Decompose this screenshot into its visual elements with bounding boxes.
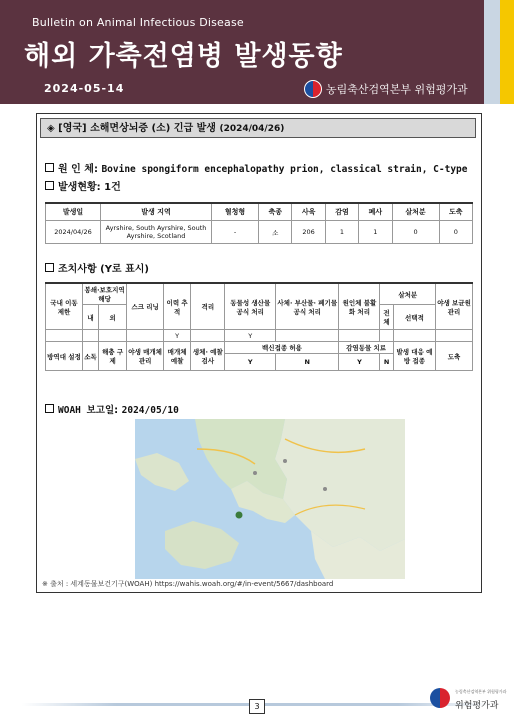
pathogen-label: 원 인 체 — [58, 164, 94, 175]
table-cell — [127, 330, 164, 342]
map-image — [135, 419, 405, 579]
source-citation: ※ 출처 : 세계동물보건기구(WOAH) https://wahis.woah.org/#/in-event/5667/dashboard — [42, 580, 334, 588]
table-cell: 1 — [359, 221, 392, 244]
checkbox-icon — [45, 163, 54, 172]
table-header: 살처분 — [392, 203, 439, 221]
pathogen-line: 원 인 체: Bovine spongiform encephalopathy prion, classical strain, C-type — [45, 160, 467, 175]
table-header: 전체 — [380, 305, 393, 330]
measures-heading — [45, 260, 149, 275]
table-header: 도축 — [439, 203, 472, 221]
footer-unit: 위험평가과 — [455, 701, 499, 711]
table-cell — [99, 330, 127, 342]
table-header: 이력 추적 — [164, 283, 191, 330]
diamond-icon: ◈ — [47, 123, 59, 134]
table-header: N — [276, 354, 339, 371]
table-cell — [191, 330, 225, 342]
table-header: 스크 리닝 — [127, 283, 164, 330]
woah-line: WOAH 보고일: 2024/05/10 — [45, 402, 179, 416]
table-header: 격리 — [191, 283, 225, 330]
table-header: 감염동물 치료 — [339, 342, 393, 354]
table-header: Y — [339, 354, 380, 371]
alert-date: (2024/04/26) — [219, 124, 285, 134]
table-header: 방역대 설정 — [46, 342, 83, 371]
table-header: 살처분 — [380, 283, 436, 305]
table-header: 발생 대응 예방 접종 — [393, 342, 435, 371]
table-header: 사육 — [292, 203, 325, 221]
checkbox-icon — [45, 404, 54, 413]
alert-title-bar — [40, 118, 476, 138]
table-cell: Ayrshire, South Ayrshire, South Ayrshire, Scotland — [101, 221, 212, 244]
table-header: 국내 이동 제한 — [46, 283, 83, 330]
content-frame — [36, 113, 482, 593]
table-header-row — [46, 203, 473, 221]
table-header: 사체· 부산물· 폐기물 공식 처리 — [276, 283, 339, 330]
table-cell: Y — [225, 330, 276, 342]
alert-title: [영국] 소해면상뇌증 (소) 긴급 발생 — [58, 123, 216, 134]
checkbox-icon — [45, 263, 54, 272]
table-cell: - — [212, 221, 259, 244]
status-label: 발생현황 — [58, 182, 97, 193]
table-header: 발생 지역 — [101, 203, 212, 221]
table-cell — [393, 330, 435, 342]
measures-row — [46, 342, 473, 354]
table-header: 야생 매개체 관리 — [127, 342, 164, 371]
table-header: 내 — [83, 305, 99, 330]
table-header: 백신접종 허용 — [225, 342, 339, 354]
table-header: 도축 — [436, 342, 473, 371]
table-header: 소독 — [83, 342, 99, 371]
table-header: 생체· 예찰 검사 — [191, 342, 225, 371]
outbreak-map — [135, 419, 405, 579]
agency-logo-icon — [304, 80, 322, 98]
page-header — [0, 0, 514, 104]
status-value: 1건 — [104, 182, 121, 193]
table-row — [46, 221, 473, 244]
table-cell: 206 — [292, 221, 325, 244]
measures-row — [46, 283, 473, 305]
table-header: 원인체 불활화 처리 — [339, 283, 380, 330]
checkbox-icon — [45, 181, 54, 190]
table-header: 발생일 — [46, 203, 101, 221]
table-header: 봉쇄·보호지역 해당 — [83, 283, 127, 305]
table-header: N — [380, 354, 393, 371]
report-date: 2024-05-14 — [44, 82, 125, 95]
table-header: Y — [225, 354, 276, 371]
bulletin-label: Bulletin on Animal Infectious Disease — [32, 16, 244, 29]
table-cell — [436, 330, 473, 342]
page-number: 3 — [249, 699, 265, 714]
table-cell: 1 — [325, 221, 358, 244]
table-header: 폐사 — [359, 203, 392, 221]
table-header: 축종 — [259, 203, 292, 221]
woah-value: 2024/05/10 — [121, 405, 179, 416]
table-cell — [46, 330, 83, 342]
woah-label: WOAH 보고일 — [58, 405, 115, 416]
table-cell — [83, 330, 99, 342]
table-cell: Y — [164, 330, 191, 342]
measures-table — [45, 282, 473, 371]
table-cell: 2024/04/26 — [46, 221, 101, 244]
pathogen-value: Bovine spongiform encephalopathy prion, classical strain, C-type — [101, 164, 468, 175]
status-line: 발생현황: 1건 — [45, 178, 121, 193]
footer-logo-icon — [430, 688, 450, 708]
page-title: 해외 가축전염병 발생동향 — [24, 41, 343, 72]
agency-name: 농림축산검역본부 위험평가과 — [326, 83, 468, 96]
measures-value-row — [46, 330, 473, 342]
header-accent-bar — [500, 0, 514, 104]
agency-badge — [304, 80, 468, 98]
table-header: 선택적 — [393, 305, 435, 330]
table-cell: 0 — [392, 221, 439, 244]
table-cell — [276, 330, 339, 342]
table-header: 감염 — [325, 203, 358, 221]
table-cell — [380, 330, 393, 342]
table-cell: 0 — [439, 221, 472, 244]
table-header: 혈청형 — [212, 203, 259, 221]
table-header: 야생 보균원 관리 — [436, 283, 473, 330]
table-header: 해충 구제 — [99, 342, 127, 371]
table-header: 매개체 예찰 — [164, 342, 191, 371]
table-cell — [339, 330, 380, 342]
table-cell: 소 — [259, 221, 292, 244]
table-header: 외 — [99, 305, 127, 330]
outbreak-table — [45, 202, 473, 244]
measures-heading-text: 조치사항 (Y로 표시) — [58, 264, 149, 275]
table-header: 동물성 생산물 공식 처리 — [225, 283, 276, 330]
footer-org: 농림축산검역본부 위험평가과 — [455, 689, 507, 694]
